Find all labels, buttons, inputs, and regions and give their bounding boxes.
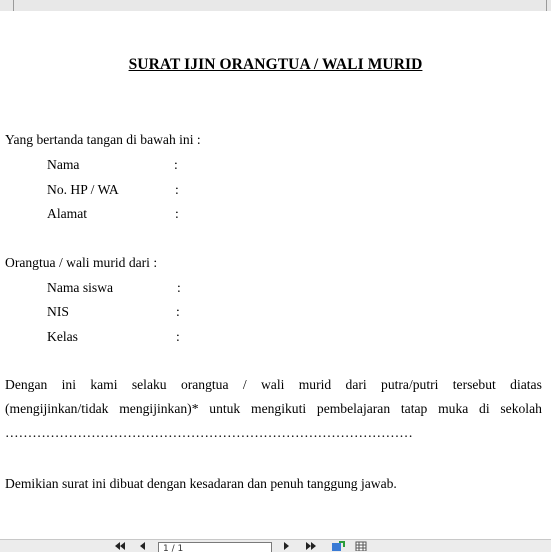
page-number-input[interactable]: 1 / 1 bbox=[158, 542, 272, 552]
statement-line-1-word: kami bbox=[90, 377, 118, 392]
statement-line-2-word: tatap bbox=[400, 401, 428, 416]
field-colon: : bbox=[175, 206, 179, 221]
statement-line-1 bbox=[5, 377, 542, 401]
statement-line-2-word: pembelajaran bbox=[316, 401, 391, 416]
statement-line-1-word: Dengan bbox=[5, 377, 48, 392]
closing-text: Demikian surat ini dibuat dengan kesadaran dan penuh tanggung jawab. bbox=[5, 476, 397, 491]
document-page bbox=[0, 11, 551, 539]
grid-icon[interactable] bbox=[355, 541, 367, 552]
prev-page-icon[interactable] bbox=[138, 541, 146, 552]
field-colon: : bbox=[175, 182, 179, 197]
letter-title: SURAT IJIN ORANGTUA / WALI MURID bbox=[128, 56, 423, 73]
statement-line-1-word: orangtua bbox=[180, 377, 229, 392]
statement-line-2-word: sekolah bbox=[500, 401, 542, 416]
field-colon: : bbox=[176, 304, 180, 319]
field-colon: : bbox=[177, 280, 181, 295]
dotted-blank: ……………………………………………………………………………… bbox=[5, 425, 413, 440]
field-label-kelas: Kelas bbox=[47, 329, 78, 344]
statement-line-2-word: (mengijinkan/tidak bbox=[5, 401, 109, 416]
export-icon[interactable] bbox=[331, 541, 345, 552]
statement-line-2-word: mengijinkan)* bbox=[119, 401, 199, 416]
statement-line-2 bbox=[5, 401, 542, 425]
statement-line-1-word: wali bbox=[260, 377, 285, 392]
next-page-icon[interactable] bbox=[283, 541, 291, 552]
statement-line-3 bbox=[5, 425, 542, 449]
statement-line-1-word: ini bbox=[61, 377, 76, 392]
field-label-nama: Nama bbox=[47, 157, 80, 172]
top-bar-divider bbox=[13, 0, 14, 11]
statement-line-2-word: muka bbox=[438, 401, 469, 416]
field-label-alamat: Alamat bbox=[47, 206, 88, 221]
page-navigation-toolbar bbox=[0, 539, 551, 552]
statement-line-2-word: untuk bbox=[209, 401, 241, 416]
statement-line-1-word: tersebut bbox=[452, 377, 496, 392]
field-label-nama-siswa: Nama siswa bbox=[47, 280, 114, 295]
statement-line-1-word: dari bbox=[345, 377, 367, 392]
field-label-nis: NIS bbox=[47, 304, 69, 319]
statement-line-2-word: mengikuti bbox=[251, 401, 307, 416]
statement-paragraph bbox=[5, 377, 542, 449]
statement-line-1-word: selaku bbox=[131, 377, 167, 392]
intro-text: Yang bertanda tangan di bawah ini : bbox=[5, 132, 201, 147]
statement-line-2-word: di bbox=[479, 401, 490, 416]
field-colon: : bbox=[176, 329, 180, 344]
first-page-icon[interactable] bbox=[114, 541, 126, 552]
field-colon: : bbox=[174, 157, 178, 172]
statement-line-1-word: putra/putri bbox=[381, 377, 439, 392]
last-page-icon[interactable] bbox=[305, 541, 317, 552]
top-bar-divider bbox=[546, 0, 547, 11]
field-label-hp: No. HP / WA bbox=[47, 182, 119, 197]
statement-line-1-word: / bbox=[242, 377, 247, 392]
statement-line-1-word: murid bbox=[298, 377, 332, 392]
statement-line-1-word: diatas bbox=[510, 377, 542, 392]
student-intro-text: Orangtua / wali murid dari : bbox=[5, 255, 158, 270]
